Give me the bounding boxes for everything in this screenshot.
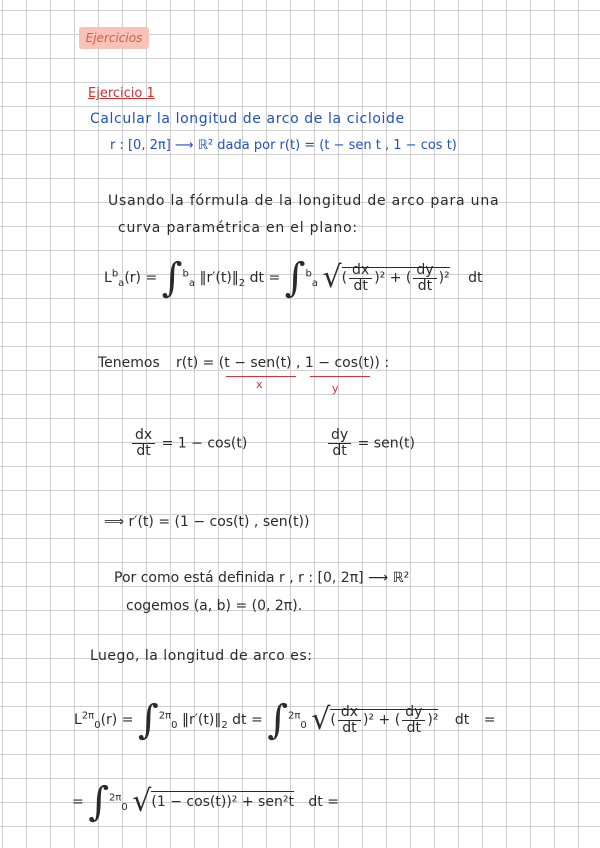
derivative-x-rhs: = 1 − cos(t) — [161, 435, 248, 452]
formula2-lhs-arg: (r) = — [100, 712, 134, 728]
integral3-upper: 2π — [109, 792, 122, 804]
tenemos-expression: r(t) = (t − sen(t) , 1 − cos(t)) : — [176, 355, 390, 371]
differential2b: dt — [454, 712, 470, 728]
formula-lhs-sup: b — [111, 268, 119, 280]
intro-line-1: Usando la fórmula de la longitud de arco para una — [108, 193, 500, 209]
sqrt-sign: √ — [322, 260, 342, 295]
integral2-sign: ∫ — [137, 697, 159, 743]
section-tag: Ejercicios — [79, 27, 149, 49]
statement-line-1: Calcular la longitud de arco de la cicloide — [90, 111, 405, 127]
integral-upper: b — [182, 268, 189, 280]
norm2-integrand: ‖r′(t)‖ — [181, 712, 222, 728]
norm-integrand: ‖r′(t)‖ — [199, 270, 239, 286]
integral2b-sign: ∫ — [267, 697, 289, 743]
equals2b-sign: = — [483, 712, 496, 728]
equals2-sign: = — [251, 712, 263, 728]
y-underline — [310, 376, 370, 377]
arc-length-formula — [104, 255, 483, 301]
arc-length-formula-3 — [72, 779, 339, 825]
domain-line-1: Por como está definida r , r : [0, 2π] ⟶ ℝ² — [114, 570, 410, 586]
differential2: dt — [232, 712, 247, 728]
integral3-sign: ∫ — [88, 779, 110, 825]
sqrt2-sign: √ — [311, 702, 331, 737]
statement-line-2: r : [0, 2π] ⟶ ℝ² dada por r(t) = (t − sen t , 1 − cos t) — [110, 138, 457, 153]
integral2b-lower: 0 — [300, 719, 307, 731]
differential3: dt = — [308, 794, 339, 810]
domain-line-2: cogemos (a, b) = (0, 2π). — [126, 598, 303, 614]
frac-dydt-deriv: $\frac{dy}{dt}$ — [328, 428, 351, 459]
formula-lhs: L — [104, 270, 112, 286]
differential-2: dt — [468, 270, 483, 286]
norm-sub: 2 — [238, 277, 246, 289]
derivative-y-rhs: = sen(t) — [357, 435, 415, 452]
frac2-dxdt: $\frac{dx}{dt}$ — [338, 705, 361, 736]
integral3-lower: 0 — [121, 801, 128, 813]
tenemos-label: Tenemos — [98, 355, 160, 371]
formula2-lhs-sup: 2π — [81, 710, 95, 722]
x-annotation: x — [256, 378, 263, 391]
luego-line: Luego, la longitud de arco es: — [90, 648, 313, 664]
integral-lower-2: a — [311, 277, 318, 289]
implies-line: ⟹ r′(t) = (1 − cos(t) , sen(t)) — [104, 514, 310, 530]
frac-dxdt-deriv: $\frac{dx}{dt}$ — [132, 428, 155, 459]
integral2-upper: 2π — [158, 710, 172, 722]
frac2-dydt: $\frac{dy}{dt}$ — [402, 705, 425, 736]
derivative-x — [130, 428, 247, 459]
formula-lhs-sub: a — [118, 277, 125, 289]
differential: dt — [249, 270, 265, 286]
equals-sign: = — [268, 270, 281, 286]
integral-sign-2: ∫ — [284, 255, 306, 301]
sqrt3-radicand: (1 − cos(t))² + sen²t — [151, 791, 294, 810]
derivative-y — [326, 428, 415, 459]
x-underline — [226, 376, 296, 377]
integral-upper-2: b — [305, 268, 312, 280]
integral2b-upper: 2π — [288, 710, 301, 722]
sqrt-radicand: ( $\frac{dx}{dt}$ )² + ( $\frac{dy}{dt}$ )² — [341, 261, 450, 294]
integral2-lower: 0 — [171, 719, 178, 731]
integral-lower: a — [188, 277, 195, 289]
arc-length-formula-2 — [74, 697, 496, 743]
sqrt2-radicand: ( $\frac{dx}{dt}$ )² + ( $\frac{dy}{dt}$ )² — [330, 703, 439, 736]
exercise-title: Ejercicio 1 — [88, 86, 155, 101]
intro-line-2: curva paramétrica en el plano: — [118, 220, 358, 236]
frac-dxdt: $\frac{dx}{dt}$ — [349, 263, 372, 294]
formula-lhs-arg: (r) = — [124, 270, 158, 286]
formula2-lhs: L — [74, 712, 82, 728]
sqrt3-sign: √ — [132, 784, 152, 819]
integral-sign: ∫ — [161, 255, 183, 301]
norm2-sub: 2 — [221, 719, 228, 731]
y-annotation: y — [332, 382, 339, 395]
formula2-lhs-sub: 0 — [94, 719, 101, 731]
equals3-sign: = — [72, 794, 84, 810]
frac-dydt: $\frac{dy}{dt}$ — [413, 263, 436, 294]
